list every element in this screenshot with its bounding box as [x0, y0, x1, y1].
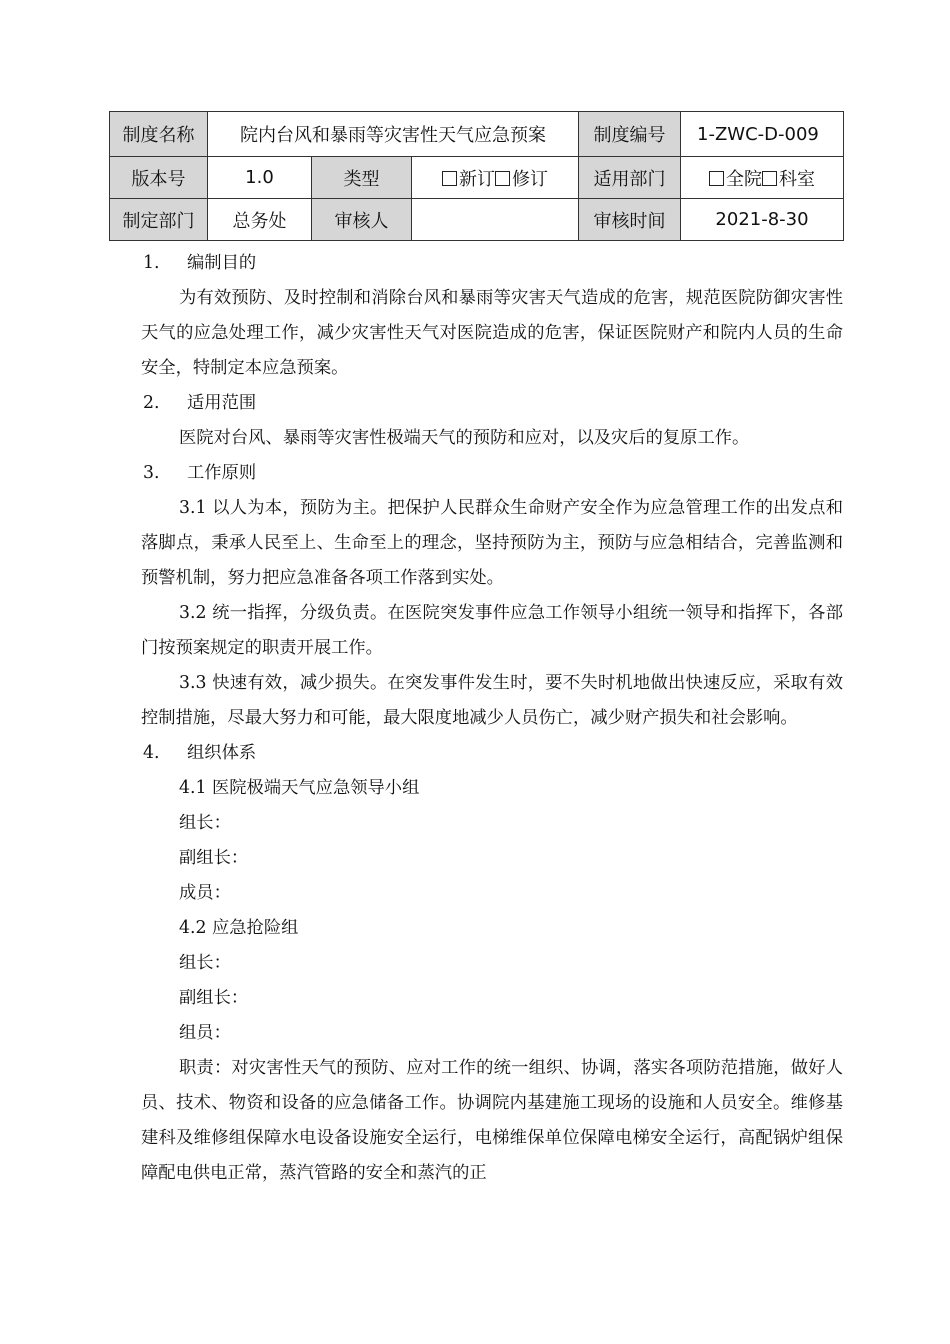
checkbox-icon[interactable]	[442, 171, 457, 186]
section-title: 适用范围	[187, 393, 257, 413]
checkbox-icon[interactable]	[709, 171, 724, 186]
name-value: 院内台风和暴雨等灾害性天气应急预案	[208, 112, 579, 157]
paragraph: 为有效预防、及时控制和消除台风和暴雨等灾害天气造成的危害，规范医院防御灾害性天气的应急处理工作，减少灾害性天气对医院造成的危害，保证医院财产和院内人员的生命安全，特制定本应急预案。	[141, 288, 843, 378]
type-options	[412, 157, 579, 199]
reviewer-label: 审核人	[312, 199, 412, 241]
section-number: 2.	[143, 393, 160, 413]
review-time-value: 2021-8-30	[681, 199, 844, 241]
maker-label: 制定部门	[110, 199, 208, 241]
type-label: 类型	[312, 157, 412, 199]
section-number: 4.	[143, 743, 160, 763]
group-title: 4.1 医院极端天气应急领导小组	[179, 778, 420, 798]
reviewer-value	[412, 199, 579, 241]
group-members: 成员：	[179, 883, 231, 903]
section-heading	[141, 246, 843, 281]
code-label: 制度编号	[579, 112, 681, 157]
paragraph: 3.2 统一指挥，分级负责。在医院突发事件应急工作领导小组统一领导和指挥下，各部门按预案规定的职责开展工作。	[141, 603, 843, 658]
dept-office-label: 科室	[779, 168, 815, 190]
dept-options	[681, 157, 844, 199]
section-number: 1.	[143, 253, 160, 273]
code-value: 1-ZWC-D-009	[681, 112, 844, 157]
dept-label: 适用部门	[579, 157, 681, 199]
group-members: 组员：	[179, 1023, 231, 1043]
checkbox-icon[interactable]	[762, 171, 777, 186]
document-body	[141, 246, 843, 1191]
group-deputy: 副组长：	[179, 848, 249, 868]
section-number: 3.	[143, 463, 160, 483]
maker-value: 总务处	[208, 199, 312, 241]
paragraph: 3.3 快速有效，减少损失。在突发事件发生时，要不失时机地做出快速反应，采取有效控制措施，尽最大努力和可能，最大限度地减少人员伤亡，减少财产损失和社会影响。	[141, 673, 843, 728]
review-time-label: 审核时间	[579, 199, 681, 241]
paragraph: 3.1 以人为本，预防为主。把保护人民群众生命财产安全作为应急管理工作的出发点和落脚点，秉承人民至上、生命至上的理念，坚持预防为主，预防与应急相结合，完善监测和预警机制，努力把应急准备各项工作落到实处。	[141, 498, 843, 588]
version-value: 1.0	[208, 157, 312, 199]
paragraph: 医院对台风、暴雨等灾害性极端天气的预防和应对，以及灾后的复原工作。	[179, 428, 750, 448]
section-title: 工作原则	[187, 463, 257, 483]
group-title: 4.2 应急抢险组	[179, 918, 299, 938]
name-label: 制度名称	[110, 112, 208, 157]
section-title: 编制目的	[187, 253, 257, 273]
group-leader: 组长：	[179, 813, 231, 833]
table-row	[110, 157, 844, 199]
group-leader: 组长：	[179, 953, 231, 973]
type-new-label: 新订	[459, 168, 495, 190]
table-row	[110, 199, 844, 241]
table-row	[110, 112, 844, 157]
section-heading	[141, 386, 843, 421]
checkbox-icon[interactable]	[495, 171, 510, 186]
section-heading	[141, 456, 843, 491]
group-deputy: 副组长：	[179, 988, 249, 1008]
dept-all-label: 全院	[726, 168, 762, 190]
section-title: 组织体系	[187, 743, 257, 763]
duty-paragraph: 职责：对灾害性天气的预防、应对工作的统一组织、协调，落实各项防范措施，做好人员、技术、物资和设备的应急储备工作。协调院内基建施工现场的设施和人员安全。维修基建科及维修组保障水电设备设施安全运行，电梯维保单位保障电梯安全运行，高配锅炉组保障配电供电正常，蒸汽管路的安全和蒸汽的正	[141, 1058, 843, 1183]
section-heading	[141, 736, 843, 771]
type-revise-label: 修订	[512, 168, 548, 190]
header-info-table	[109, 111, 844, 241]
version-label: 版本号	[110, 157, 208, 199]
